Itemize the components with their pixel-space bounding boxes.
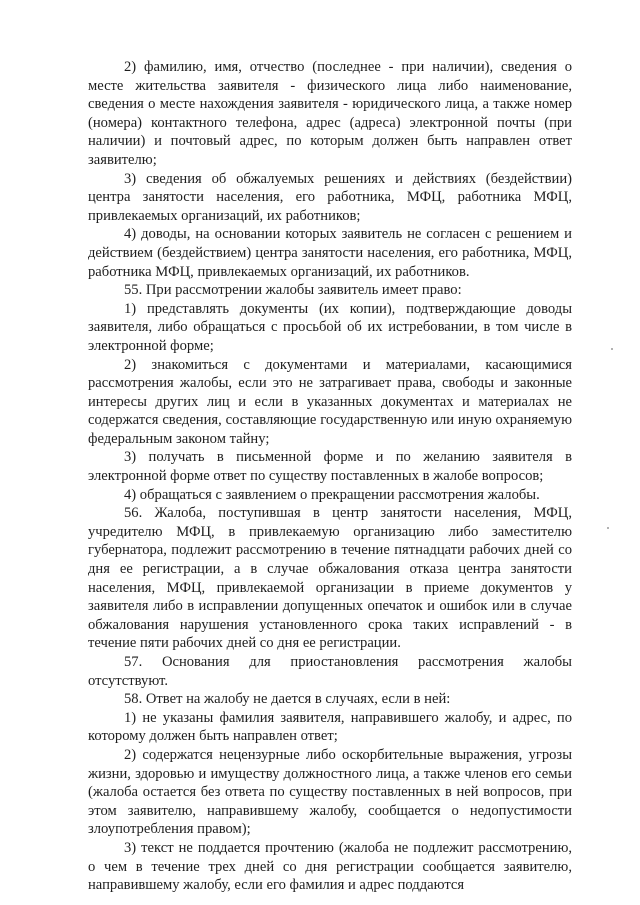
paragraph-clause-57: 57. Основания для приостановления рассмотрения жалобы отсутствуют. bbox=[88, 654, 572, 689]
paragraph-clause-55: 55. При рассмотрении жалобы заявитель имеет право: bbox=[124, 282, 462, 299]
paragraph-case-3-unreadable-text: 3) текст не поддается прочтению (жалоба не подлежит рассмотрению, о чем в течение трех дней со дня регистрации сообщается заявителю, направившему жалобу, если его фамилия и адрес поддаются bbox=[88, 839, 572, 894]
scan-speck bbox=[611, 348, 613, 350]
paragraph-right-2-review-materials: 2) знакомиться с документами и материалами, касающимися рассмотрения жалобы, если это не затрагивает права, свободы и законные интересы других лиц и если в указанных документах и материалах не содержатся сведения, составляющие государственную или иную охраняемую федеральным законом тайну; bbox=[88, 356, 572, 447]
paragraph-case-1-no-name: 1) не указаны фамилия заявителя, направившего жалобу, и адрес, по которому должен быть направлен ответ; bbox=[88, 709, 572, 745]
paragraph-item-3-appealed-decisions: 3) сведения об обжалуемых решениях и действиях (бездействии) центра занятости населения, его работника, МФЦ, работника МФЦ, привлекаемых организаций, их работников; bbox=[88, 170, 572, 224]
paragraph-clause-56: 56. Жалоба, поступившая в центр занятости населения, МФЦ, учредителю МФЦ, в привлекаемую организацию либо заместителю губернатора, подлежит рассмотрению в течение пятнадцати рабочих дней со дня ее регистрации, а в случае обжалования отказа центра занятости населения, МФЦ, привлекаемой организации в приеме документов у заявителя либо в исправлении допущенных опечаток и ошибок или в случае обжалования нарушения установленного срока таких исправлений - в течение пяти рабочих дней со дня ее регистрации. bbox=[88, 505, 572, 652]
document-page bbox=[88, 58, 572, 895]
paragraph-case-2-offensive-language: 2) содержатся нецензурные либо оскорбительные выражения, угрозы жизни, здоровью и имуществу должностного лица, а также членов его семьи (жалоба остается без ответа по существу поставленных в ней вопросов, при этом заявителю, направившему жалобу, сообщается о недопустимости злоупотребления правом); bbox=[88, 746, 572, 838]
paragraph-right-1-submit-documents: 1) представлять документы (их копии), подтверждающие доводы заявителя, либо обращаться с просьбой об их истребовании, в том числе в электронной форме; bbox=[88, 300, 572, 354]
paragraph-item-4-arguments: 4) доводы, на основании которых заявитель не согласен с решением и действием (бездействием) центра занятости населения, его работника, МФЦ, работника МФЦ, привлекаемых организаций, их работников. bbox=[88, 226, 572, 280]
paragraph-item-2-contact-details: 2) фамилию, имя, отчество (последнее - при наличии), сведения о месте жительства заявителя - физического лица либо наименование, сведения о месте нахождения заявителя - юридического лица, а также номер (номера) контактного телефона, адрес (адреса) электронной почты (при наличии) и почтовый адрес, по которым должен быть направлен ответ заявителю; bbox=[88, 59, 572, 168]
paragraph-right-4-withdraw-complaint: 4) обращаться с заявлением о прекращении рассмотрения жалобы. bbox=[124, 486, 540, 503]
paragraph-right-3-receive-answer: 3) получать в письменной форме и по желанию заявителя в электронной форме ответ по существу поставленных в жалобе вопросов; bbox=[88, 449, 572, 485]
paragraph-clause-58: 58. Ответ на жалобу не дается в случаях, если в ней: bbox=[124, 691, 451, 708]
scan-speck bbox=[607, 527, 609, 529]
